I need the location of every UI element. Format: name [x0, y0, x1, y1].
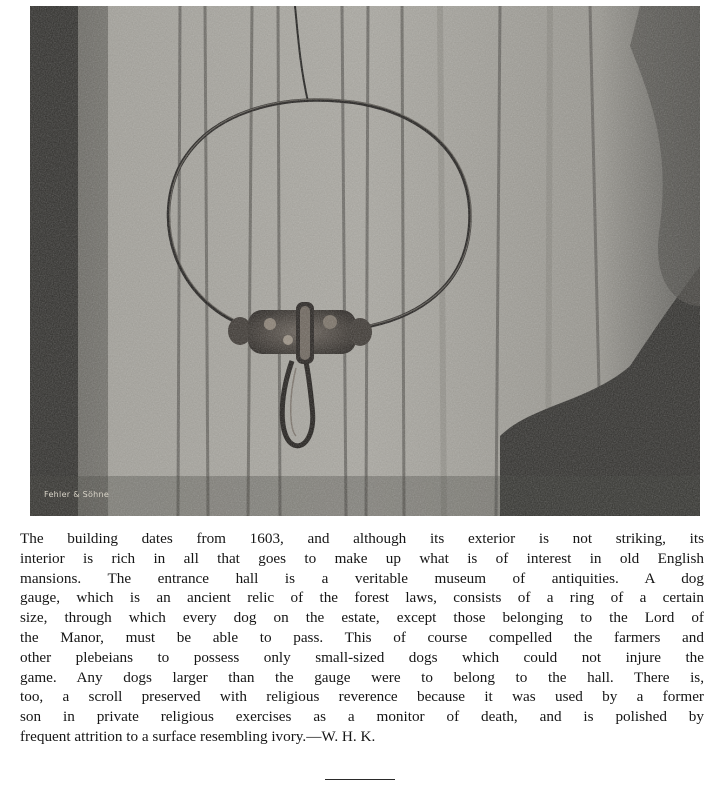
text-line: son in private religious exercises as a monitor of death, and is polished by: [20, 708, 704, 726]
text-line: The building dates from 1603, and although its exterior is not striking, its: [20, 530, 704, 547]
article-paragraph: [20, 529, 704, 747]
text-line: interior is rich in all that goes to make up what is of interest in old English: [20, 549, 704, 567]
section-divider: [325, 779, 395, 780]
text-line: too, a scroll preserved with religious reverence because it was used by a former: [20, 688, 704, 706]
text-line: mansions. The entrance hall is a veritable museum of antiquities. A dog: [20, 569, 704, 587]
text-line: gauge, which is an ancient relic of the forest laws, consists of a ring of a certain: [20, 589, 704, 607]
text-line: size, through which every dog on the estate, except those belonging to the Lord of: [20, 609, 704, 627]
dog-gauge-photograph: [30, 6, 700, 516]
text-line: other plebeians to possess only small-sized dogs which could not injure the: [20, 648, 704, 666]
text-line-signature: frequent attrition to a surface resembling ivory.—W. H. K.: [20, 727, 376, 745]
text-line: game. Any dogs larger than the gauge were to belong to the hall. There is,: [20, 668, 704, 686]
text-line: the Manor, must be able to pass. This of course compelled the farmers and: [20, 628, 704, 646]
photo-engraver-credit: Fehler & Söhne: [44, 490, 110, 499]
